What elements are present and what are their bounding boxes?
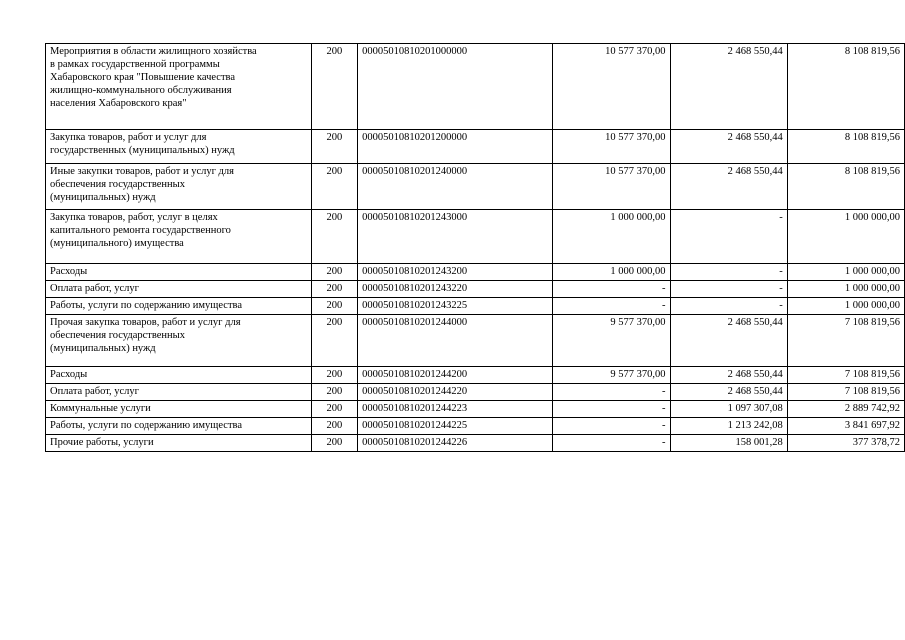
table-row — [46, 315, 905, 367]
unexecuted-amount-cell: 2 889 742,92 — [787, 401, 904, 418]
expense-name-line: Коммунальные услуги — [50, 403, 151, 414]
executed-amount-cell: - — [670, 281, 787, 298]
expense-name-line: обеспечения государственных — [50, 330, 185, 341]
expense-name-line: Работы, услуги по содержанию имущества — [50, 300, 243, 311]
expense-name-cell — [46, 210, 312, 264]
row-code-cell: 200 — [311, 435, 358, 452]
approved-amount-cell: - — [553, 418, 670, 435]
expense-name-line: Оплата работ, услуг — [50, 386, 139, 397]
executed-amount-cell: 1 213 242,08 — [670, 418, 787, 435]
budget-classification-code-cell: 00005010810201243200 — [358, 264, 553, 281]
budget-classification-code-cell: 00005010810201244223 — [358, 401, 553, 418]
executed-amount-cell: 2 468 550,44 — [670, 367, 787, 384]
table-row — [46, 367, 905, 384]
expense-name-cell — [46, 418, 312, 435]
approved-amount-cell: - — [553, 435, 670, 452]
budget-classification-code-cell: 00005010810201244000 — [358, 315, 553, 367]
expense-name-cell — [46, 264, 312, 281]
expense-name-line: Работы, услуги по содержанию имущества — [50, 420, 243, 431]
table-row — [46, 384, 905, 401]
executed-amount-cell: 2 468 550,44 — [670, 130, 787, 164]
executed-amount-cell: 2 468 550,44 — [670, 44, 787, 130]
approved-amount-cell: 1 000 000,00 — [553, 264, 670, 281]
executed-amount-cell: - — [670, 264, 787, 281]
expense-name-line: Закупка товаров, работ и услуг для — [50, 132, 207, 143]
approved-amount-cell: - — [553, 401, 670, 418]
expense-name-line: (муниципальных) нужд — [50, 192, 156, 203]
expense-name-line: Прочие работы, услуги — [50, 437, 154, 448]
table-row — [46, 281, 905, 298]
unexecuted-amount-cell: 1 000 000,00 — [787, 210, 904, 264]
expense-name-line: Расходы — [50, 266, 88, 277]
budget-classification-code-cell: 00005010810201243000 — [358, 210, 553, 264]
unexecuted-amount-cell: 1 000 000,00 — [787, 281, 904, 298]
expense-name-line: в рамках государственной программы — [50, 59, 220, 70]
unexecuted-amount-cell: 8 108 819,56 — [787, 130, 904, 164]
row-code-cell: 200 — [311, 281, 358, 298]
table-row — [46, 210, 905, 264]
executed-amount-cell: 1 097 307,08 — [670, 401, 787, 418]
table-row — [46, 435, 905, 452]
executed-amount-cell: - — [670, 210, 787, 264]
table-row — [46, 164, 905, 210]
executed-amount-cell: 2 468 550,44 — [670, 164, 787, 210]
expense-name-line: Закупка товаров, работ, услуг в целях — [50, 212, 218, 223]
row-code-cell: 200 — [311, 210, 358, 264]
expense-name-line: (муниципальных) нужд — [50, 343, 156, 354]
expense-name-cell — [46, 164, 312, 210]
row-code-cell: 200 — [311, 401, 358, 418]
unexecuted-amount-cell: 377 378,72 — [787, 435, 904, 452]
expense-name-cell — [46, 367, 312, 384]
table-row — [46, 401, 905, 418]
expense-name-line: Оплата работ, услуг — [50, 283, 139, 294]
unexecuted-amount-cell: 7 108 819,56 — [787, 384, 904, 401]
table-body — [46, 44, 905, 452]
expense-name-line: государственных (муниципальных) нужд — [50, 145, 235, 156]
unexecuted-amount-cell: 3 841 697,92 — [787, 418, 904, 435]
approved-amount-cell: 10 577 370,00 — [553, 164, 670, 210]
budget-expenditure-table — [45, 43, 905, 452]
expense-name-cell — [46, 401, 312, 418]
expense-name-cell — [46, 281, 312, 298]
approved-amount-cell: - — [553, 281, 670, 298]
budget-classification-code-cell: 00005010810201243225 — [358, 298, 553, 315]
expense-name-line: жилищно-коммунального обслуживания — [50, 85, 232, 96]
row-code-cell: 200 — [311, 264, 358, 281]
budget-classification-code-cell: 00005010810201244200 — [358, 367, 553, 384]
expense-name-line: Иные закупки товаров, работ и услуг для — [50, 166, 234, 177]
unexecuted-amount-cell: 7 108 819,56 — [787, 367, 904, 384]
table-row — [46, 264, 905, 281]
unexecuted-amount-cell: 8 108 819,56 — [787, 164, 904, 210]
approved-amount-cell: 10 577 370,00 — [553, 44, 670, 130]
row-code-cell: 200 — [311, 384, 358, 401]
budget-classification-code-cell: 00005010810201243220 — [358, 281, 553, 298]
executed-amount-cell: 2 468 550,44 — [670, 315, 787, 367]
table-row — [46, 298, 905, 315]
budget-classification-code-cell: 00005010810201000000 — [358, 44, 553, 130]
unexecuted-amount-cell: 8 108 819,56 — [787, 44, 904, 130]
expense-name-line: населения Хабаровского края" — [50, 98, 187, 109]
unexecuted-amount-cell: 1 000 000,00 — [787, 264, 904, 281]
expense-name-cell — [46, 384, 312, 401]
expense-name-cell — [46, 44, 312, 130]
row-code-cell: 200 — [311, 315, 358, 367]
budget-classification-code-cell: 00005010810201244225 — [358, 418, 553, 435]
expense-name-cell — [46, 298, 312, 315]
table-row — [46, 130, 905, 164]
budget-classification-code-cell: 00005010810201244220 — [358, 384, 553, 401]
approved-amount-cell: 9 577 370,00 — [553, 367, 670, 384]
expense-name-cell — [46, 435, 312, 452]
executed-amount-cell: 2 468 550,44 — [670, 384, 787, 401]
expense-name-line: Расходы — [50, 369, 88, 380]
approved-amount-cell: 9 577 370,00 — [553, 315, 670, 367]
table-row — [46, 44, 905, 130]
expense-name-cell — [46, 315, 312, 367]
expense-name-line: (муниципального) имущества — [50, 238, 184, 249]
table-row — [46, 418, 905, 435]
row-code-cell: 200 — [311, 44, 358, 130]
row-code-cell: 200 — [311, 130, 358, 164]
executed-amount-cell: 158 001,28 — [670, 435, 787, 452]
approved-amount-cell: 10 577 370,00 — [553, 130, 670, 164]
row-code-cell: 200 — [311, 418, 358, 435]
approved-amount-cell: 1 000 000,00 — [553, 210, 670, 264]
row-code-cell: 200 — [311, 298, 358, 315]
row-code-cell: 200 — [311, 164, 358, 210]
approved-amount-cell: - — [553, 384, 670, 401]
executed-amount-cell: - — [670, 298, 787, 315]
expense-name-line: капитального ремонта государственного — [50, 225, 231, 236]
expense-name-line: Прочая закупка товаров, работ и услуг для — [50, 317, 241, 328]
unexecuted-amount-cell: 1 000 000,00 — [787, 298, 904, 315]
expense-name-line: Мероприятия в области жилищного хозяйства — [50, 46, 257, 57]
expense-name-line: обеспечения государственных — [50, 179, 185, 190]
budget-classification-code-cell: 00005010810201240000 — [358, 164, 553, 210]
expense-name-line: Хабаровского края "Повышение качества — [50, 72, 236, 83]
row-code-cell: 200 — [311, 367, 358, 384]
approved-amount-cell: - — [553, 298, 670, 315]
budget-classification-code-cell: 00005010810201244226 — [358, 435, 553, 452]
expense-name-cell — [46, 130, 312, 164]
budget-classification-code-cell: 00005010810201200000 — [358, 130, 553, 164]
unexecuted-amount-cell: 7 108 819,56 — [787, 315, 904, 367]
